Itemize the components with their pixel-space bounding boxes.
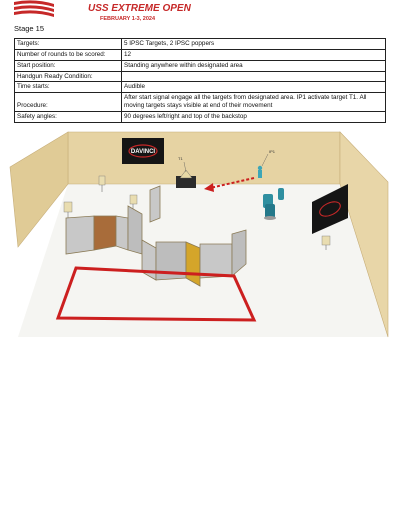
logo-text: USS EXTREME OPEN (88, 3, 191, 14)
label-t1: T1 (178, 156, 183, 161)
door (186, 242, 200, 286)
table-row (15, 112, 386, 123)
row-label: Handgun Ready Condition: (15, 71, 122, 82)
stage-title: Stage 15 (14, 24, 45, 33)
row-value: Audible (122, 82, 386, 93)
table-row (15, 71, 386, 82)
row-label: Procedure: (15, 93, 122, 112)
table-row (15, 49, 386, 60)
davinci-banner (122, 138, 164, 164)
row-value: 90 degrees left/right and top of the backstop (122, 112, 386, 123)
row-value: 12 (122, 49, 386, 60)
row-label: Number of rounds to be scored: (15, 49, 122, 60)
label-ip1: IP1 (269, 149, 276, 154)
table-row (15, 39, 386, 50)
logo-date: FEBRUARY 1-3, 2024 (100, 16, 156, 22)
row-value: Standing anywhere within designated area (122, 60, 386, 71)
row-label: Start position: (15, 60, 122, 71)
row-label: Safety angles: (15, 112, 122, 123)
flag-stripes-icon (14, 0, 54, 17)
table-row (15, 93, 386, 112)
back-berm (68, 132, 340, 184)
table-row (15, 60, 386, 71)
event-logo (14, 0, 191, 26)
row-label: Targets: (15, 39, 122, 50)
row-value: 5 IPSC Targets, 2 IPSC poppers (122, 39, 386, 50)
row-value: After start signal engage all the targets from designated area. IP1 activate target T1. All moving targets stays visible at end of their movement (122, 93, 386, 112)
row-value (122, 71, 386, 82)
banner-text: DAVINCI (130, 149, 156, 155)
stage-brief-table (14, 38, 386, 123)
stage-diagram (10, 122, 395, 347)
table-row (15, 82, 386, 93)
row-label: Time starts: (15, 82, 122, 93)
wall-panel (150, 186, 160, 222)
